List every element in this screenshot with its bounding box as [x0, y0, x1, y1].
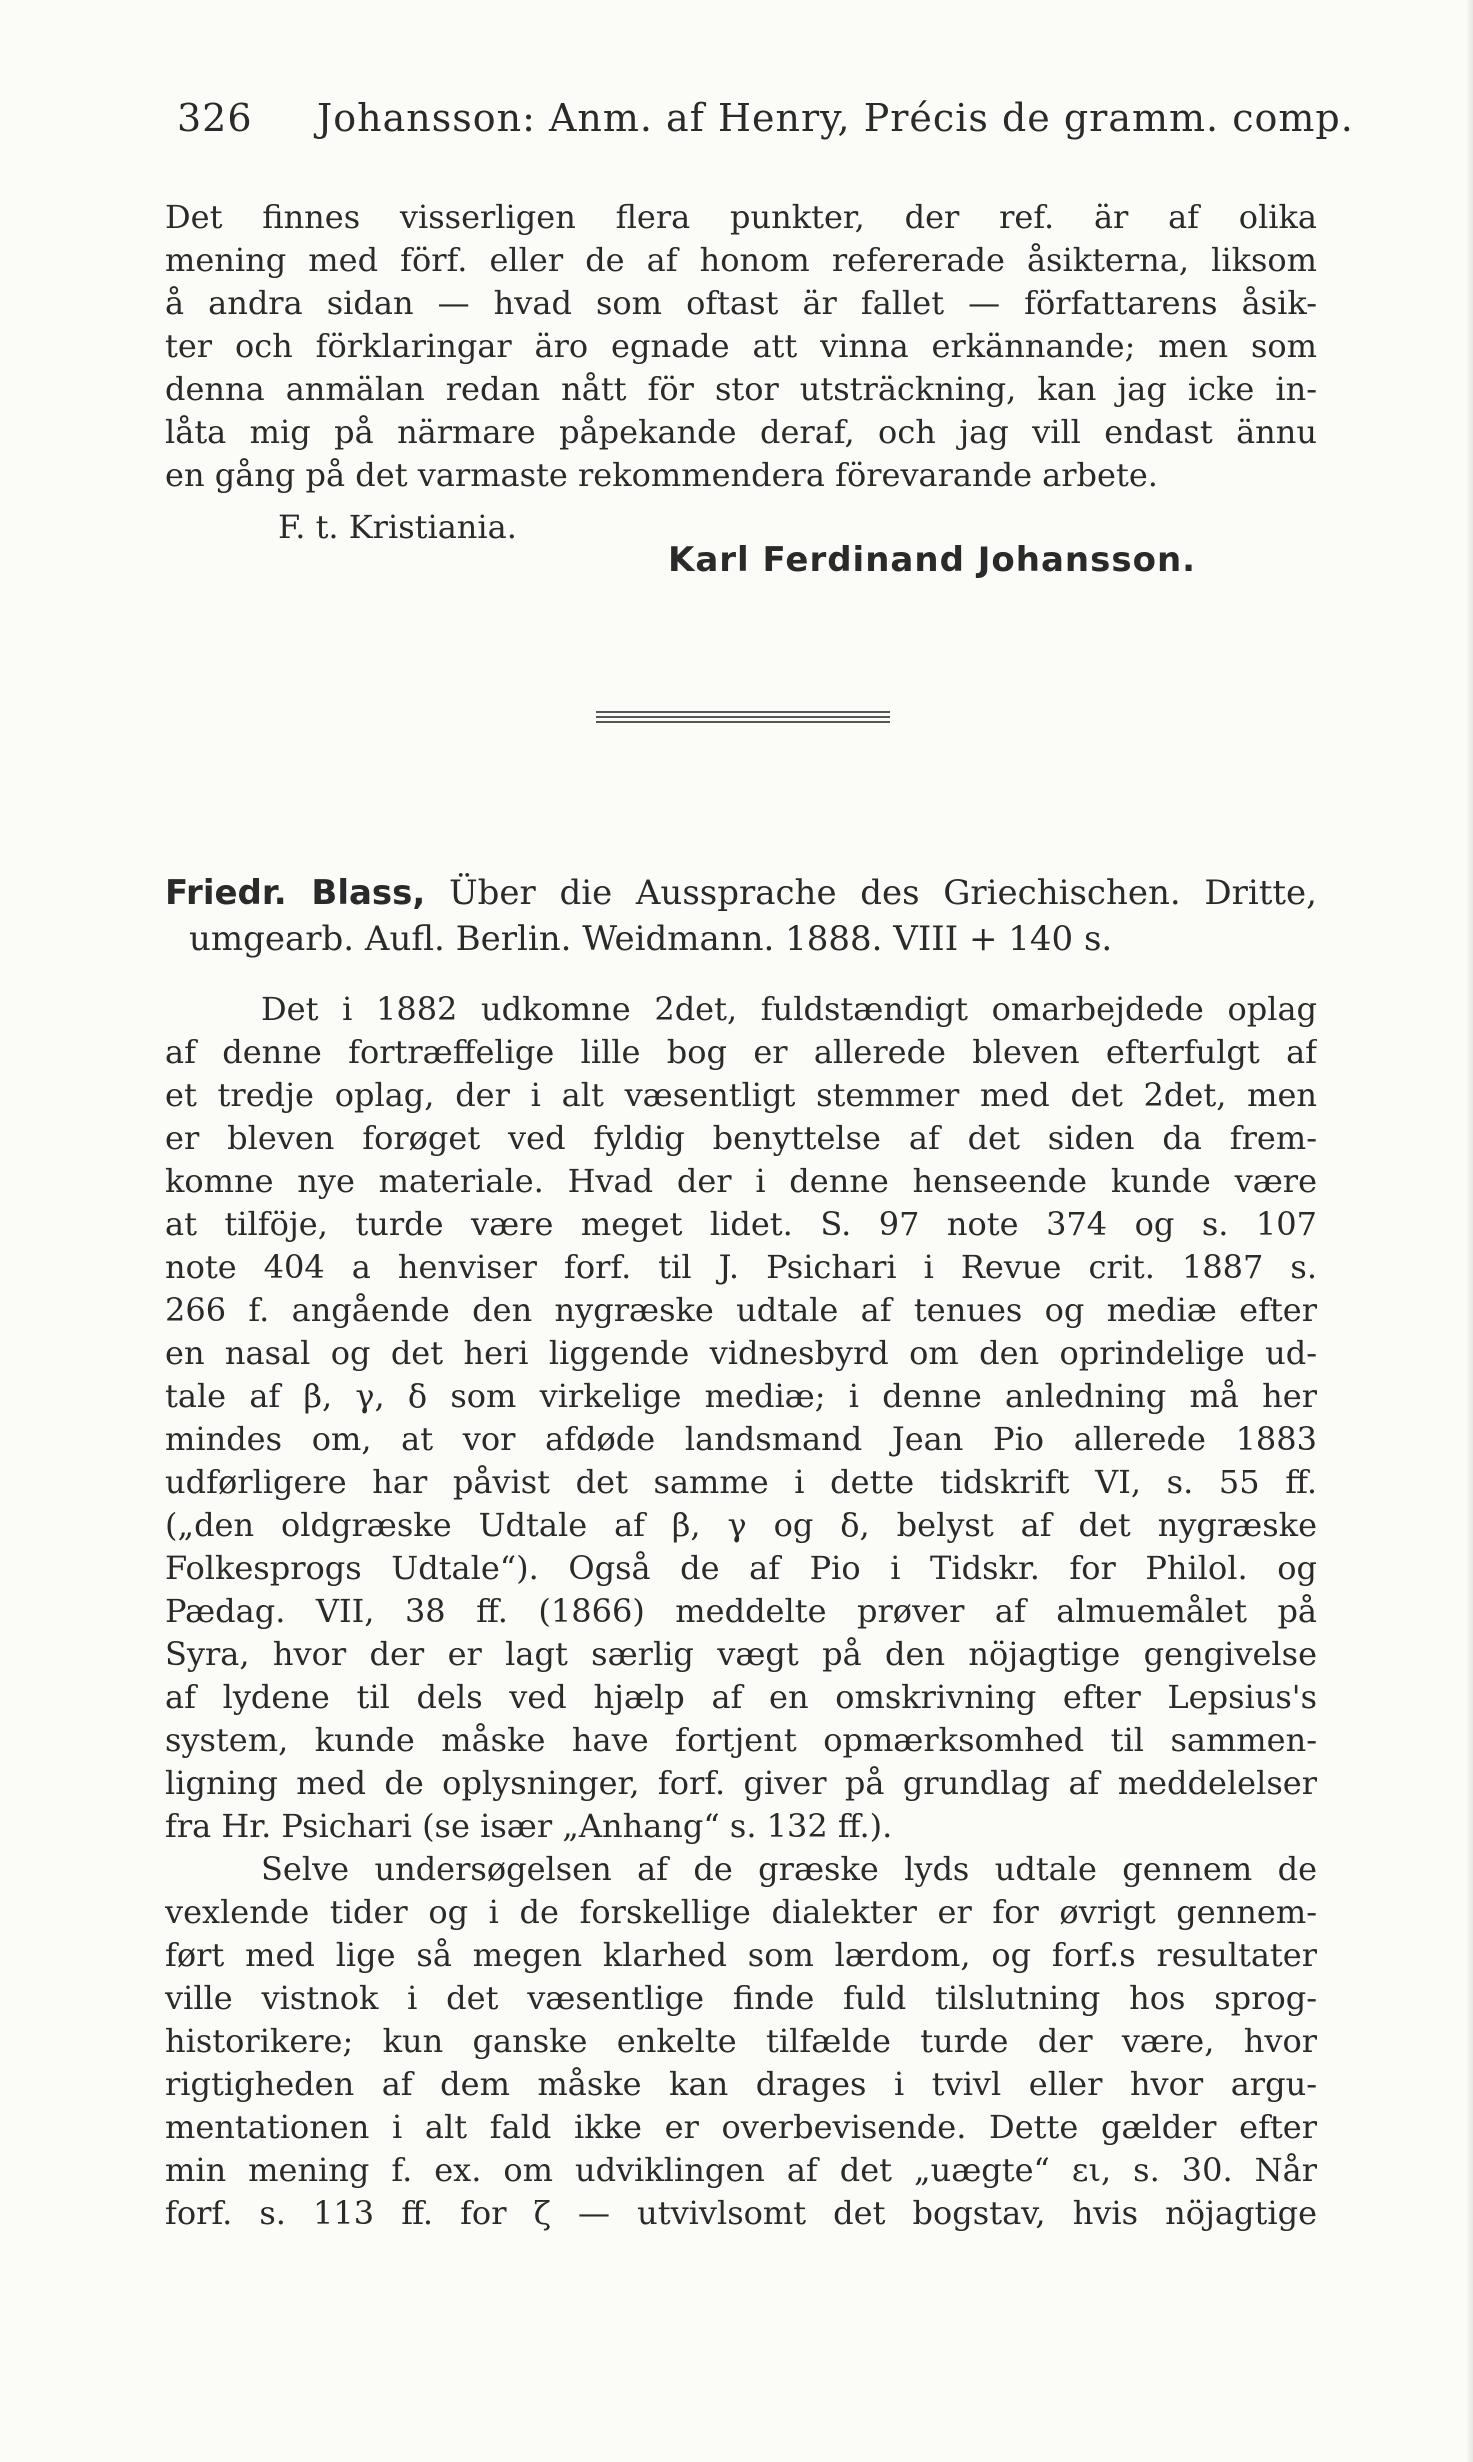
- signature-place: F. t. Kristiania.: [278, 508, 517, 546]
- text-line: mening med förf. eller de af honom refererade åsikterna, liksom: [165, 241, 1317, 279]
- text-line: låta mig på närmare påpekande deraf, och jag vill endast ännu: [165, 413, 1317, 451]
- text-line: Syra, hvor der er lagt særlig vægt på den nöjagtige gengivelse: [165, 1635, 1317, 1673]
- text-line: Folkesprogs Udtale“). Også de af Pio i Tidskr. for Philol. og: [165, 1549, 1317, 1587]
- text-line: ligning med de oplysninger, forf. giver på grundlag af meddelelser: [165, 1764, 1317, 1802]
- running-header: [177, 96, 1354, 150]
- text-line: af denne fortræffelige lille bog er allerede bleven efterfulgt af: [165, 1033, 1317, 1071]
- text-line: Det finnes visserligen flera punkter, der ref. är af olika: [165, 198, 1317, 236]
- review-title: Über die Aussprache des Griechischen. Dritte,: [448, 873, 1317, 913]
- text-line: note 404 a henviser forf. til J. Psichari i Revue crit. 1887 s.: [165, 1248, 1317, 1286]
- text-line: en nasal og det heri liggende vidnesbyrd om den oprindelige ud-: [165, 1334, 1317, 1372]
- section-divider: [596, 711, 890, 725]
- text-line: rigtigheden af dem måske kan drages i tvivl eller hvor argu-: [165, 2065, 1317, 2103]
- text-line: udførligere har påvist det samme i dette tidskrift VI, s. 55 ff.: [165, 1463, 1317, 1501]
- text-line: af lydene til dels ved hjælp af en omskrivning efter Lepsius's: [165, 1678, 1317, 1716]
- closing-paragraph: [165, 196, 1317, 497]
- text-line: Det i 1882 udkomne 2det, fuldstændigt omarbejdede oplag: [261, 990, 1317, 1028]
- text-line: komne nye materiale. Hvad der i denne henseende kunde være: [165, 1162, 1317, 1200]
- review-author: Friedr. Blass,: [165, 873, 426, 913]
- text-line: Pædag. VII, 38 ff. (1866) meddelte prøver af almuemålet på: [165, 1592, 1317, 1630]
- signature-name: Karl Ferdinand Johansson.: [668, 540, 1197, 580]
- text-line: tale af β, γ, δ som virkelige mediæ; i denne anledning må her: [165, 1377, 1317, 1415]
- text-line: å andra sidan — hvad som oftast är fallet — författarens åsik-: [165, 284, 1317, 322]
- page-number: 326: [177, 96, 253, 140]
- text-line: er bleven forøget ved fyldig benyttelse af det siden da frem-: [165, 1119, 1317, 1157]
- text-line: mentationen i alt fald ikke er overbevisende. Dette gælder efter: [165, 2108, 1317, 2146]
- text-line: historikere; kun ganske enkelte tilfælde turde der være, hvor: [165, 2022, 1317, 2060]
- text-line: en gång på det varmaste rekommendera förevarande arbete.: [165, 456, 1158, 494]
- text-line: at tilföje, turde være meget lidet. S. 97 note 374 og s. 107: [165, 1205, 1317, 1243]
- running-title: Johansson: Anm. af Henry, Précis de gramm. comp.: [317, 96, 1354, 140]
- text-line: denna anmälan redan nått för stor utsträckning, kan jag icke in-: [165, 370, 1317, 408]
- text-line: min mening f. ex. om udviklingen af det „uægte“ ει, s. 30. Når: [165, 2151, 1317, 2189]
- review-publication: umgearb. Aufl. Berlin. Weidmann. 1888. VIII + 140 s.: [189, 919, 1113, 959]
- review-paragraph-1: [165, 988, 1317, 1848]
- text-line: et tredje oplag, der i alt væsentligt stemmer med det 2det, men: [165, 1076, 1317, 1114]
- review-paragraph-2: [165, 1848, 1317, 2235]
- text-line: ville vistnok i det væsentlige finde fuld tilslutning hos sprog-: [165, 1979, 1317, 2017]
- text-line: fra Hr. Psichari (se især „Anhang“ s. 132 ff.).: [165, 1807, 893, 1845]
- text-line: ter och förklaringar äro egnade att vinna erkännande; men som: [165, 327, 1317, 365]
- text-line: forf. s. 113 ff. for ζ — utvivlsomt det bogstav, hvis nöjagtige: [165, 2194, 1317, 2232]
- review-heading: [165, 870, 1317, 962]
- text-line: Selve undersøgelsen af de græske lyds udtale gennem de: [261, 1850, 1317, 1888]
- text-line: („den oldgræske Udtale af β, γ og δ, belyst af det nygræske: [165, 1506, 1317, 1544]
- text-line: vexlende tider og i de forskellige dialekter er for øvrigt gennem-: [165, 1893, 1317, 1931]
- text-line: system, kunde måske have fortjent opmærksomhed til sammen-: [165, 1721, 1317, 1759]
- text-line: mindes om, at vor afdøde landsmand Jean Pio allerede 1883: [165, 1420, 1317, 1458]
- page-edge: [1466, 0, 1473, 2462]
- text-line: ført med lige så megen klarhed som lærdom, og forf.s resultater: [165, 1936, 1317, 1974]
- text-line: 266 f. angående den nygræske udtale af tenues og mediæ efter: [165, 1291, 1317, 1329]
